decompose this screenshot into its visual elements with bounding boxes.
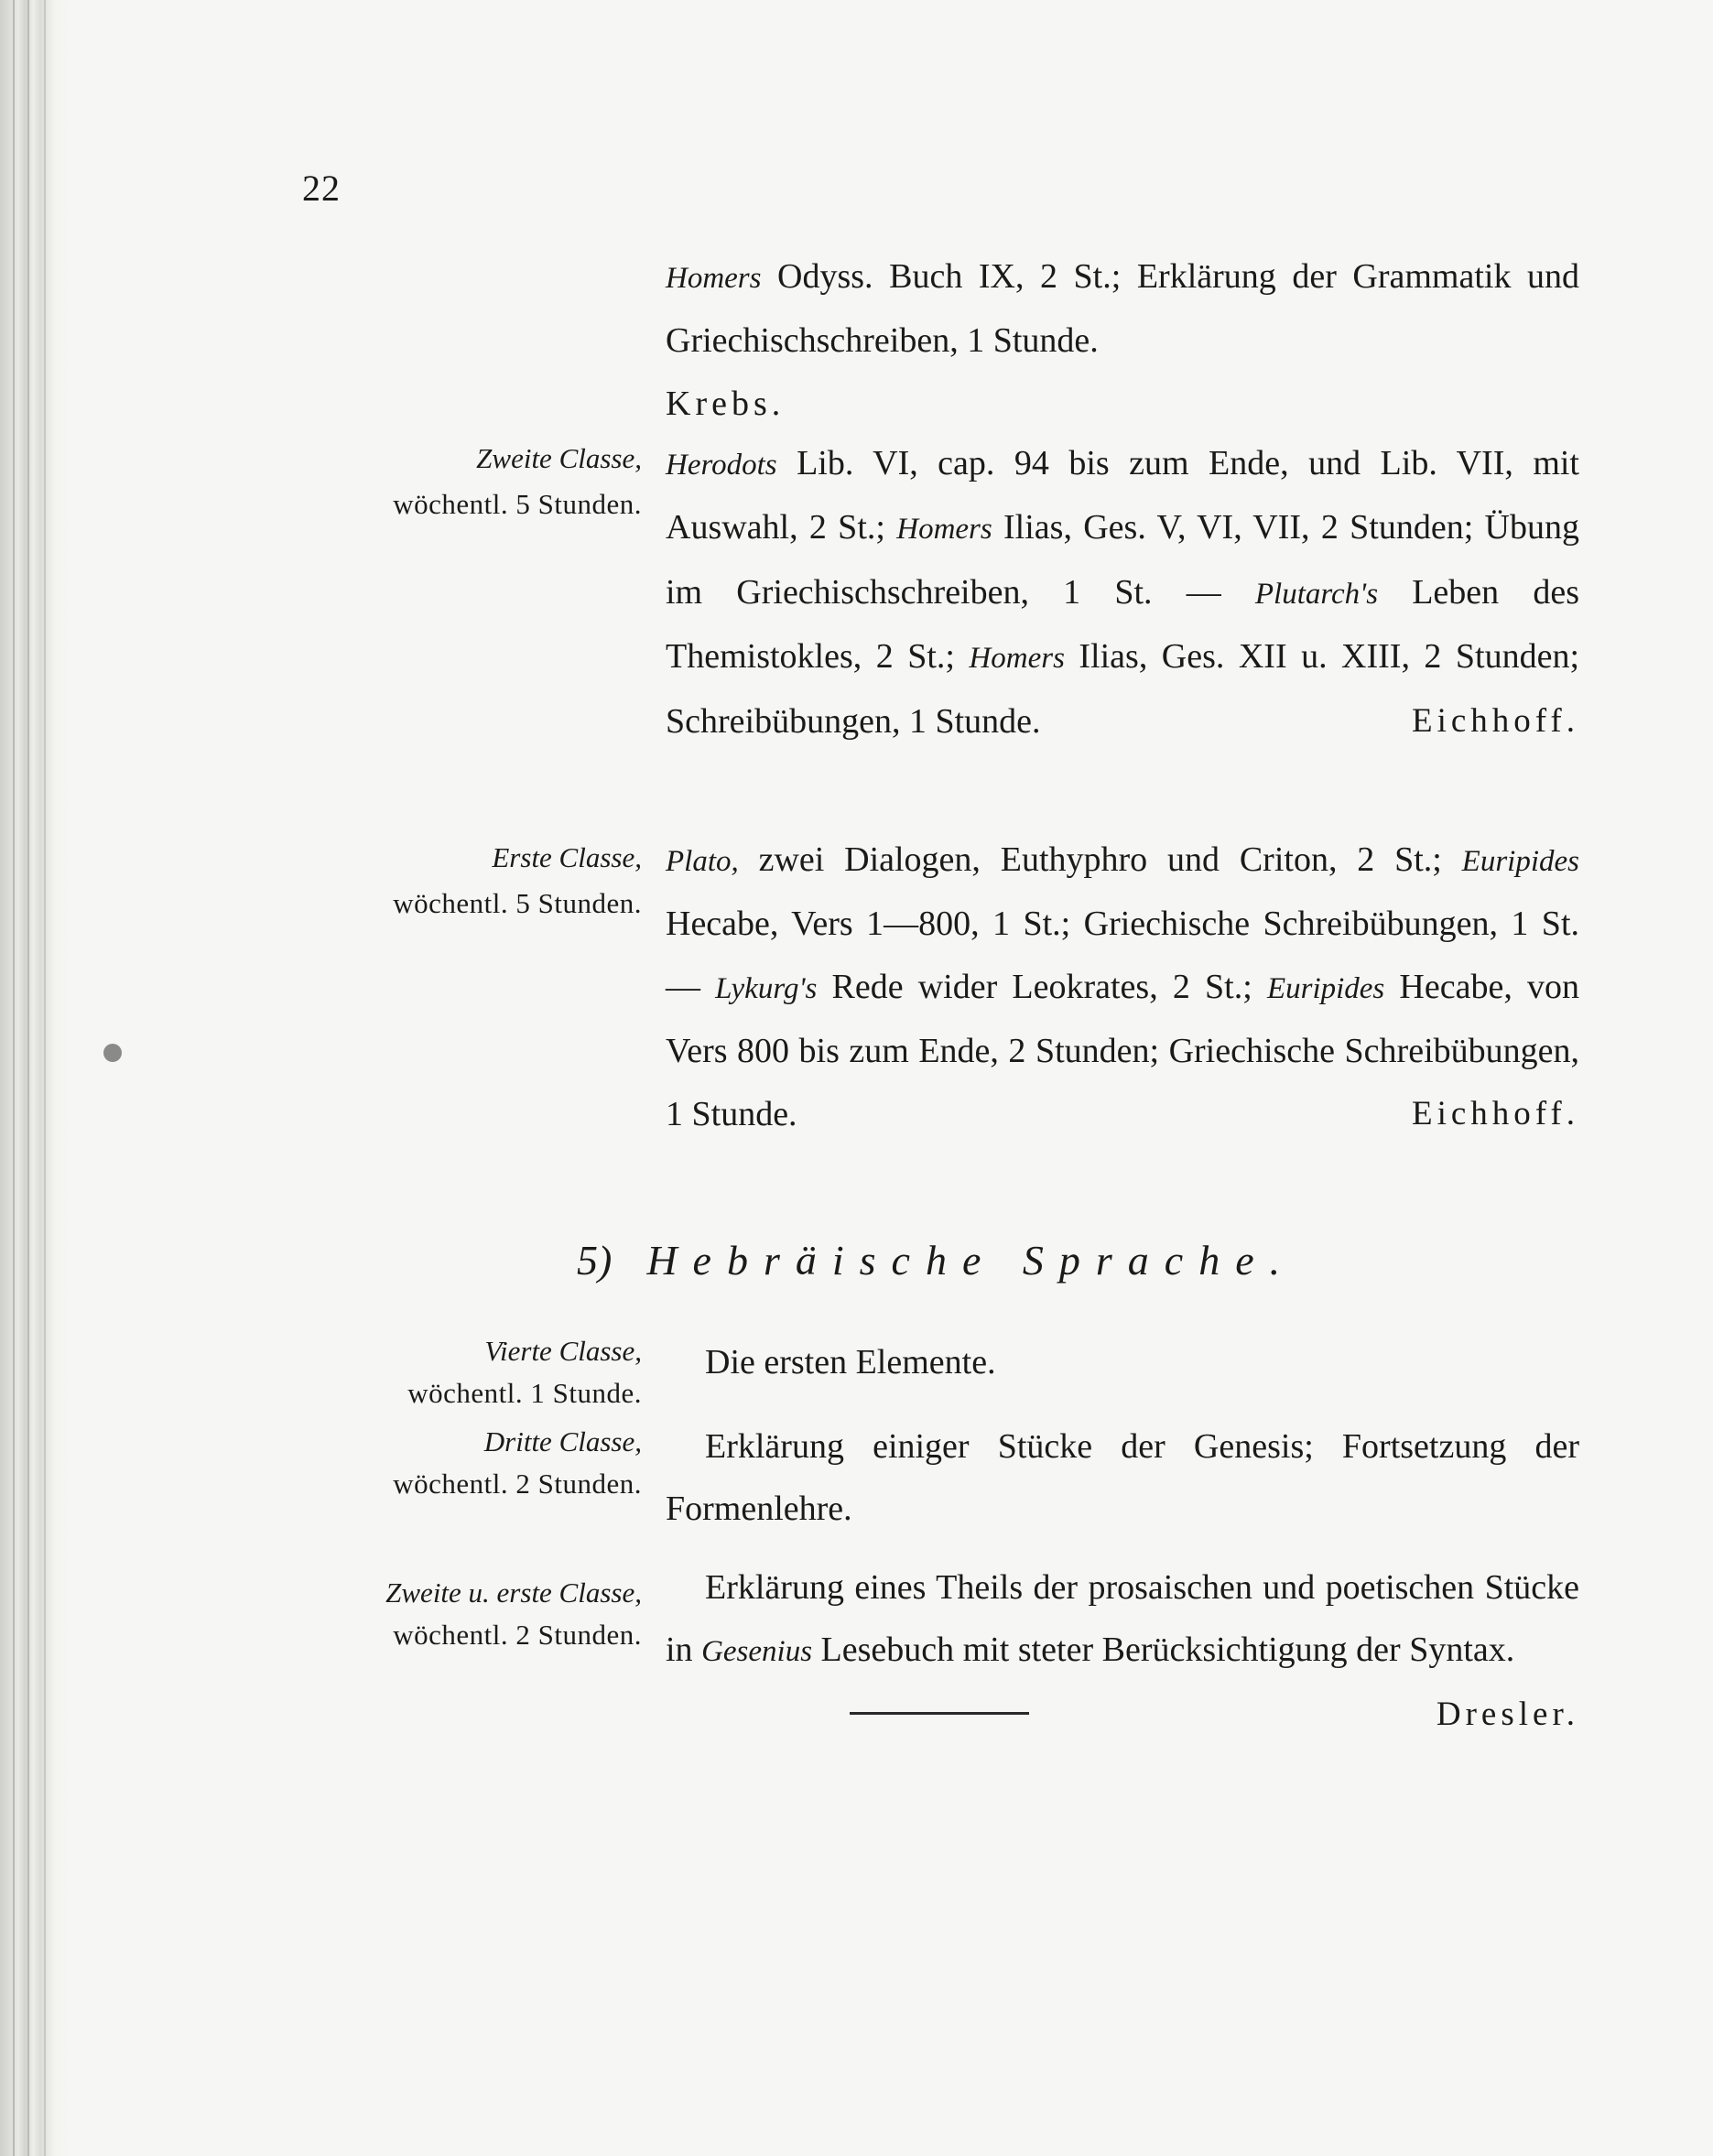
class-name: Zweite Classe, bbox=[476, 442, 642, 474]
closing-rule bbox=[850, 1712, 1029, 1715]
hebrew-upper-classes-text bbox=[666, 1556, 1579, 1746]
paragraph-text: Ilias, Ges. XII u. XIII, 2 Stunden; Schreibübungen, 1 Stunde. bbox=[666, 637, 1580, 741]
paragraph-text: Lesebuch mit steter Berücksichtigung der Syntax. bbox=[812, 1631, 1515, 1670]
author-reference: Homers bbox=[896, 513, 992, 547]
class-label-hebrew-third bbox=[393, 1421, 642, 1505]
paragraph-text: Rede wider Leokrates, 2 St.; bbox=[817, 967, 1267, 1006]
class-hours: wöchentl. 1 Stunde. bbox=[407, 1377, 642, 1409]
page-number: 22 bbox=[302, 168, 341, 209]
author-reference: Herodots bbox=[666, 449, 777, 482]
section-title: Hebräische Sprache. bbox=[646, 1237, 1296, 1284]
teacher-signature: Eichhoff. bbox=[1411, 701, 1579, 740]
gutter-edge-line bbox=[27, 0, 29, 2156]
author-reference: Homers bbox=[969, 642, 1065, 676]
class-name: Erste Classe, bbox=[492, 841, 642, 873]
teacher-signature: Krebs. bbox=[666, 384, 786, 423]
greek-second-class-text bbox=[666, 432, 1579, 753]
gutter-edge-line bbox=[44, 0, 46, 2156]
author-reference: Plato, bbox=[666, 845, 739, 878]
paragraph-text: Lib. VI, cap. 94 bis zum Ende, und Lib. VII, mit Auswahl, 2 St.; bbox=[666, 444, 1579, 547]
teacher-signature: Eichhoff. bbox=[1411, 1094, 1579, 1132]
author-reference: Lykurg's bbox=[715, 971, 818, 1005]
gutter-edge-line bbox=[13, 0, 15, 2156]
paragraph-text: Hecabe, von Vers 800 bis zum Ende, 2 Stunden; Griechische Schreibübungen, 1 Stunde. bbox=[666, 967, 1579, 1133]
greek-continuation-text bbox=[666, 245, 1579, 435]
hebrew-third-class-text: Erklärung einiger Stücke der Genesis; Fortsetzung der Formenlehre. bbox=[666, 1427, 1579, 1529]
class-hours: wöchentl. 2 Stunden. bbox=[393, 1468, 642, 1500]
class-label-greek-second bbox=[393, 436, 642, 527]
author-reference: Euripides bbox=[1266, 971, 1385, 1005]
class-label-hebrew-fourth bbox=[407, 1330, 642, 1414]
author-reference: Euripides bbox=[1461, 845, 1579, 878]
class-hours: wöchentl. 2 Stunden. bbox=[393, 1619, 642, 1651]
class-hours: wöchentl. 5 Stunden. bbox=[393, 887, 642, 919]
class-name: Zweite u. erste Classe, bbox=[385, 1576, 642, 1609]
paragraph-text: Erklärung eines Theils der prosaischen und poetischen Stücke in bbox=[666, 1568, 1579, 1670]
author-reference: Homers bbox=[666, 262, 762, 295]
ink-smudge bbox=[103, 1044, 122, 1062]
class-hours: wöchentl. 5 Stunden. bbox=[393, 488, 642, 520]
author-reference: Plutarch's bbox=[1254, 577, 1379, 611]
teacher-signature: Dresler. bbox=[1436, 1695, 1579, 1733]
book-gutter bbox=[0, 0, 69, 2156]
class-label-greek-first bbox=[393, 835, 642, 926]
paragraph-text: zwei Dialogen, Euthyphro und Criton, 2 St.; bbox=[738, 840, 1462, 879]
author-reference: Gesenius bbox=[701, 1635, 813, 1669]
class-name: Vierte Classe, bbox=[484, 1335, 642, 1367]
greek-first-class-text bbox=[666, 829, 1579, 1145]
class-label-hebrew-upper bbox=[385, 1572, 642, 1656]
section-heading bbox=[577, 1236, 1296, 1284]
hebrew-fourth-class-text: Die ersten Elemente. bbox=[705, 1343, 996, 1381]
section-number: 5) bbox=[577, 1237, 613, 1284]
paragraph-text: Odyss. Buch IX, 2 St.; Erklärung der Grammatik und Griechischschreiben, 1 Stunde. bbox=[666, 257, 1579, 361]
class-name: Dritte Classe, bbox=[483, 1425, 642, 1457]
paragraph-text: Ilias, Ges. V, VI, VII, 2 Stunden; Übung im Griechischschreiben, 1 St. — bbox=[666, 508, 1579, 612]
paragraph-text: Leben des Themistokles, 2 St.; bbox=[666, 572, 1579, 677]
paragraph-text: Hecabe, Vers 1—800, 1 St.; Griechische Schreibübungen, 1 St. — bbox=[666, 905, 1579, 1006]
